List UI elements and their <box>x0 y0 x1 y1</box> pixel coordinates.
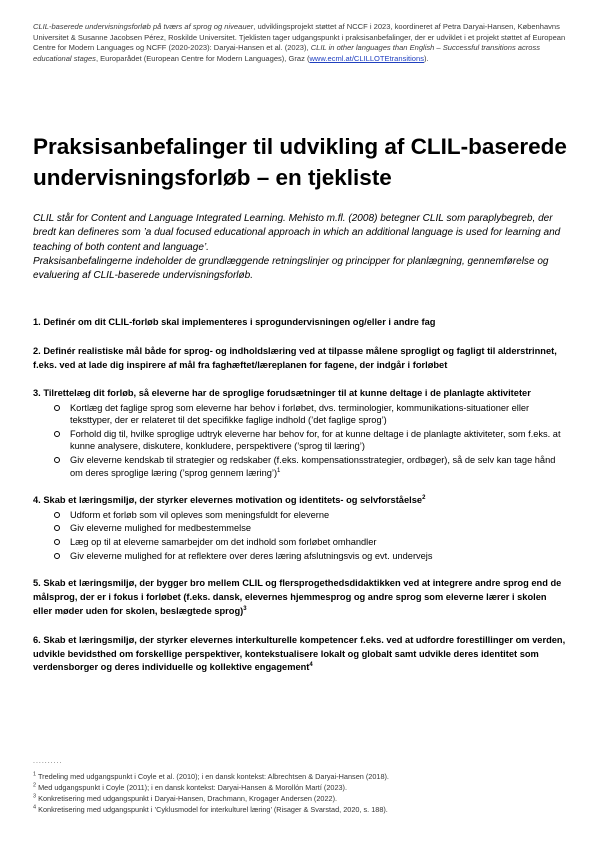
bullet-text: Læg op til at eleverne samarbejder om det indhold som forløbet omhandler <box>70 537 377 548</box>
footnote-text: Konkretisering med udgangspunkt i Daryai-Hansen, Drachmann, Krogager Andersen (2022). <box>38 793 338 803</box>
bullet-item <box>33 522 568 534</box>
bullet-item <box>33 454 568 478</box>
circle-bullet-icon <box>54 525 60 531</box>
circle-bullet-icon <box>54 405 60 411</box>
section-heading <box>33 345 568 373</box>
bullet-list <box>33 509 568 563</box>
bullet-item <box>33 550 568 562</box>
bullet-list <box>33 402 568 479</box>
circle-bullet-icon <box>54 553 60 559</box>
section-heading-text: 5. Skab et læringsmiljø, der bygger bro mellem CLIL og flersprogethedsdidaktikken ved at integrere andre sprog end de målsprog, der er i fokus i forløbet (f.eks. dansk, elevernes hjemmesprog og andre sprog som eleverne lærer i skolen eller møder uden for skolen, beslægtede sprog) <box>33 578 562 617</box>
section-heading <box>33 577 568 618</box>
footnote-number: 1 <box>33 771 37 778</box>
footnote-ref: 4 <box>309 662 313 669</box>
circle-bullet-icon <box>54 431 60 437</box>
footnote-ref: 1 <box>277 467 281 474</box>
section-heading <box>33 316 568 330</box>
bullet-text: Giv eleverne kendskab til strategier og redskaber (f.eks. kompensationsstrategier, ordbøger), så de selv kan tage hånd om deres sproglige læring (’sprog gennem læring’) <box>70 455 556 478</box>
bullet-text: Kortlæg det faglige sprog som eleverne har behov i forløbet, dvs. terminologier, kommunikations-situationer eller teksttyper, der er relateret til det specifikke faglige indhold (’det faglige sprog’) <box>70 403 530 426</box>
checklist-section <box>33 345 568 373</box>
bullet-text: Giv eleverne mulighed for medbestemmelse <box>70 523 251 534</box>
checklist-section <box>33 577 568 618</box>
header-text-2: , Europarådet (European Centre for Modern Languages), Graz ( <box>95 54 310 64</box>
document-title: Praksisanbefalinger til udvikling af CLIL-baserede undervisningsforløb – en tjekliste <box>33 134 567 190</box>
checklist-section <box>33 494 568 563</box>
bullet-item <box>33 428 568 452</box>
circle-bullet-icon <box>54 457 60 463</box>
header-project-title: CLIL-baserede undervisningsforløb på tværs af sprog og niveauer <box>33 22 254 31</box>
checklist-section <box>33 634 568 675</box>
footnote-number: 3 <box>33 793 37 800</box>
footnote-text: Tredeling med udgangspunkt i Coyle et al. (2010); i en dansk kontekst: Albrechtsen & Daryai-Hansen (2018). <box>37 772 389 781</box>
intro <box>33 212 578 283</box>
footnote-number: 2 <box>33 782 37 789</box>
footnote <box>33 805 573 816</box>
header-note <box>33 22 573 65</box>
section-heading-text: 4. Skab et læringsmiljø, der styrker elevernes motivation og identitets- og selvforståelse <box>33 494 423 505</box>
section-heading <box>33 634 568 675</box>
circle-bullet-icon <box>54 539 60 545</box>
section-heading <box>33 387 568 401</box>
header-text-1: , udviklingsprojekt støttet af NCCF i 2023, koordineret af Petra Daryai-Hansen, Københavns Universitet & Susanne Jacobsen Pérez, Roskilde Universitet. Tjeklisten tager udgangspunkt i praksisanbefalinger, der er udviklet i et projekt støttet af European Centre for Modern Languages og NCFF (2020-2023): Daryai-Hansen et al. (2023), <box>33 22 566 53</box>
circle-bullet-icon <box>54 512 60 518</box>
bullet-item <box>33 536 568 548</box>
footnote <box>33 794 573 805</box>
section-heading-text: 6. Skab et læringsmiljø, der styrker elevernes interkulturelle kompetencer f.eks. ved at udfordre forestillinger om verden, udvikle bevidsthed om forskellige perspektiver, kontekstualisere lokalt og globalt samt udvikle deres identitet som verdensborger og deres individuelle og kollektive engagement <box>33 634 566 673</box>
footnote-text: Med udgangspunkt i Coyle (2011); i en dansk kontekst: Daryai-Hansen & Morollón Martí (2023). <box>38 782 348 792</box>
footnote <box>33 783 573 794</box>
header-publication-title: CLIL in other languages than English – Successful transitions across educational stages <box>33 43 541 64</box>
intro-paragraph: CLIL står for Content and Language Integrated Learning. Mehisto m.fl. (2008) betegner CLIL som paraplybegreb, der bredt kan defineres som ’a dual focused educational approach in which an additional language is used for learning and teaching of both content and language’. <box>33 213 561 253</box>
header-link[interactable]: www.ecml.at/CLILLOTEtransitions <box>309 54 424 64</box>
intro-paragraph: Praksisanbefalingerne indeholder de grundlæggende retningslinjer og principper for planlægning, gennemførelse og evaluering af CLIL-baserede undervisningsforløb. <box>33 255 549 282</box>
bullet-text: Giv eleverne mulighed for at reflektere over deres læring afslutningsvis og evt. undervejs <box>70 551 433 562</box>
checklist-section <box>33 387 568 478</box>
bullet-item <box>33 509 568 521</box>
section-heading-text: 2. Definér realistiske mål både for sprog- og indholdslæring ved at tilpasse målene sprogligt og fagligt til alderstrinnet, f.eks. ved at lade dig inspirere af mål fra faghæftet/læreplanen for fagene, der indgår i forløbet <box>33 345 557 370</box>
footnote-separator: .......... <box>33 758 63 765</box>
header-text-3: ). <box>423 54 429 64</box>
checklist <box>33 316 568 690</box>
bullet-item <box>33 402 568 426</box>
checklist-section <box>33 316 568 330</box>
section-heading <box>33 494 568 508</box>
section-heading-text: 3. Tilrettelæg dit forløb, så eleverne har de sproglige forudsætninger til at kunne deltage i de planlagte aktiviteter <box>33 388 531 399</box>
footnote-ref: 2 <box>422 494 426 501</box>
footnote-number: 4 <box>33 804 37 811</box>
footnote-ref: 3 <box>243 605 247 612</box>
footnote-list <box>33 772 573 816</box>
footnotes <box>33 758 573 816</box>
footnote <box>33 772 573 783</box>
footnote-text: Konkretisering med udgangspunkt i ’Cyklusmodel for interkulturel læring’ (Risager & Svarstad, 2020, s. 188). <box>38 804 388 814</box>
bullet-text: Forhold dig til, hvilke sproglige udtryk eleverne har behov for, for at kunne deltage i de planlagte aktiviteter, som f.eks. at kunne analysere, diskutere, konkludere, perspektivere (’sprog til læring’) <box>70 429 561 452</box>
bullet-text: Udform et forløb som vil opleves som meningsfuldt for eleverne <box>70 509 330 520</box>
section-heading-text: 1. Definér om dit CLIL-forløb skal implementeres i sprogundervisningen og/eller i andre fag <box>33 317 436 327</box>
